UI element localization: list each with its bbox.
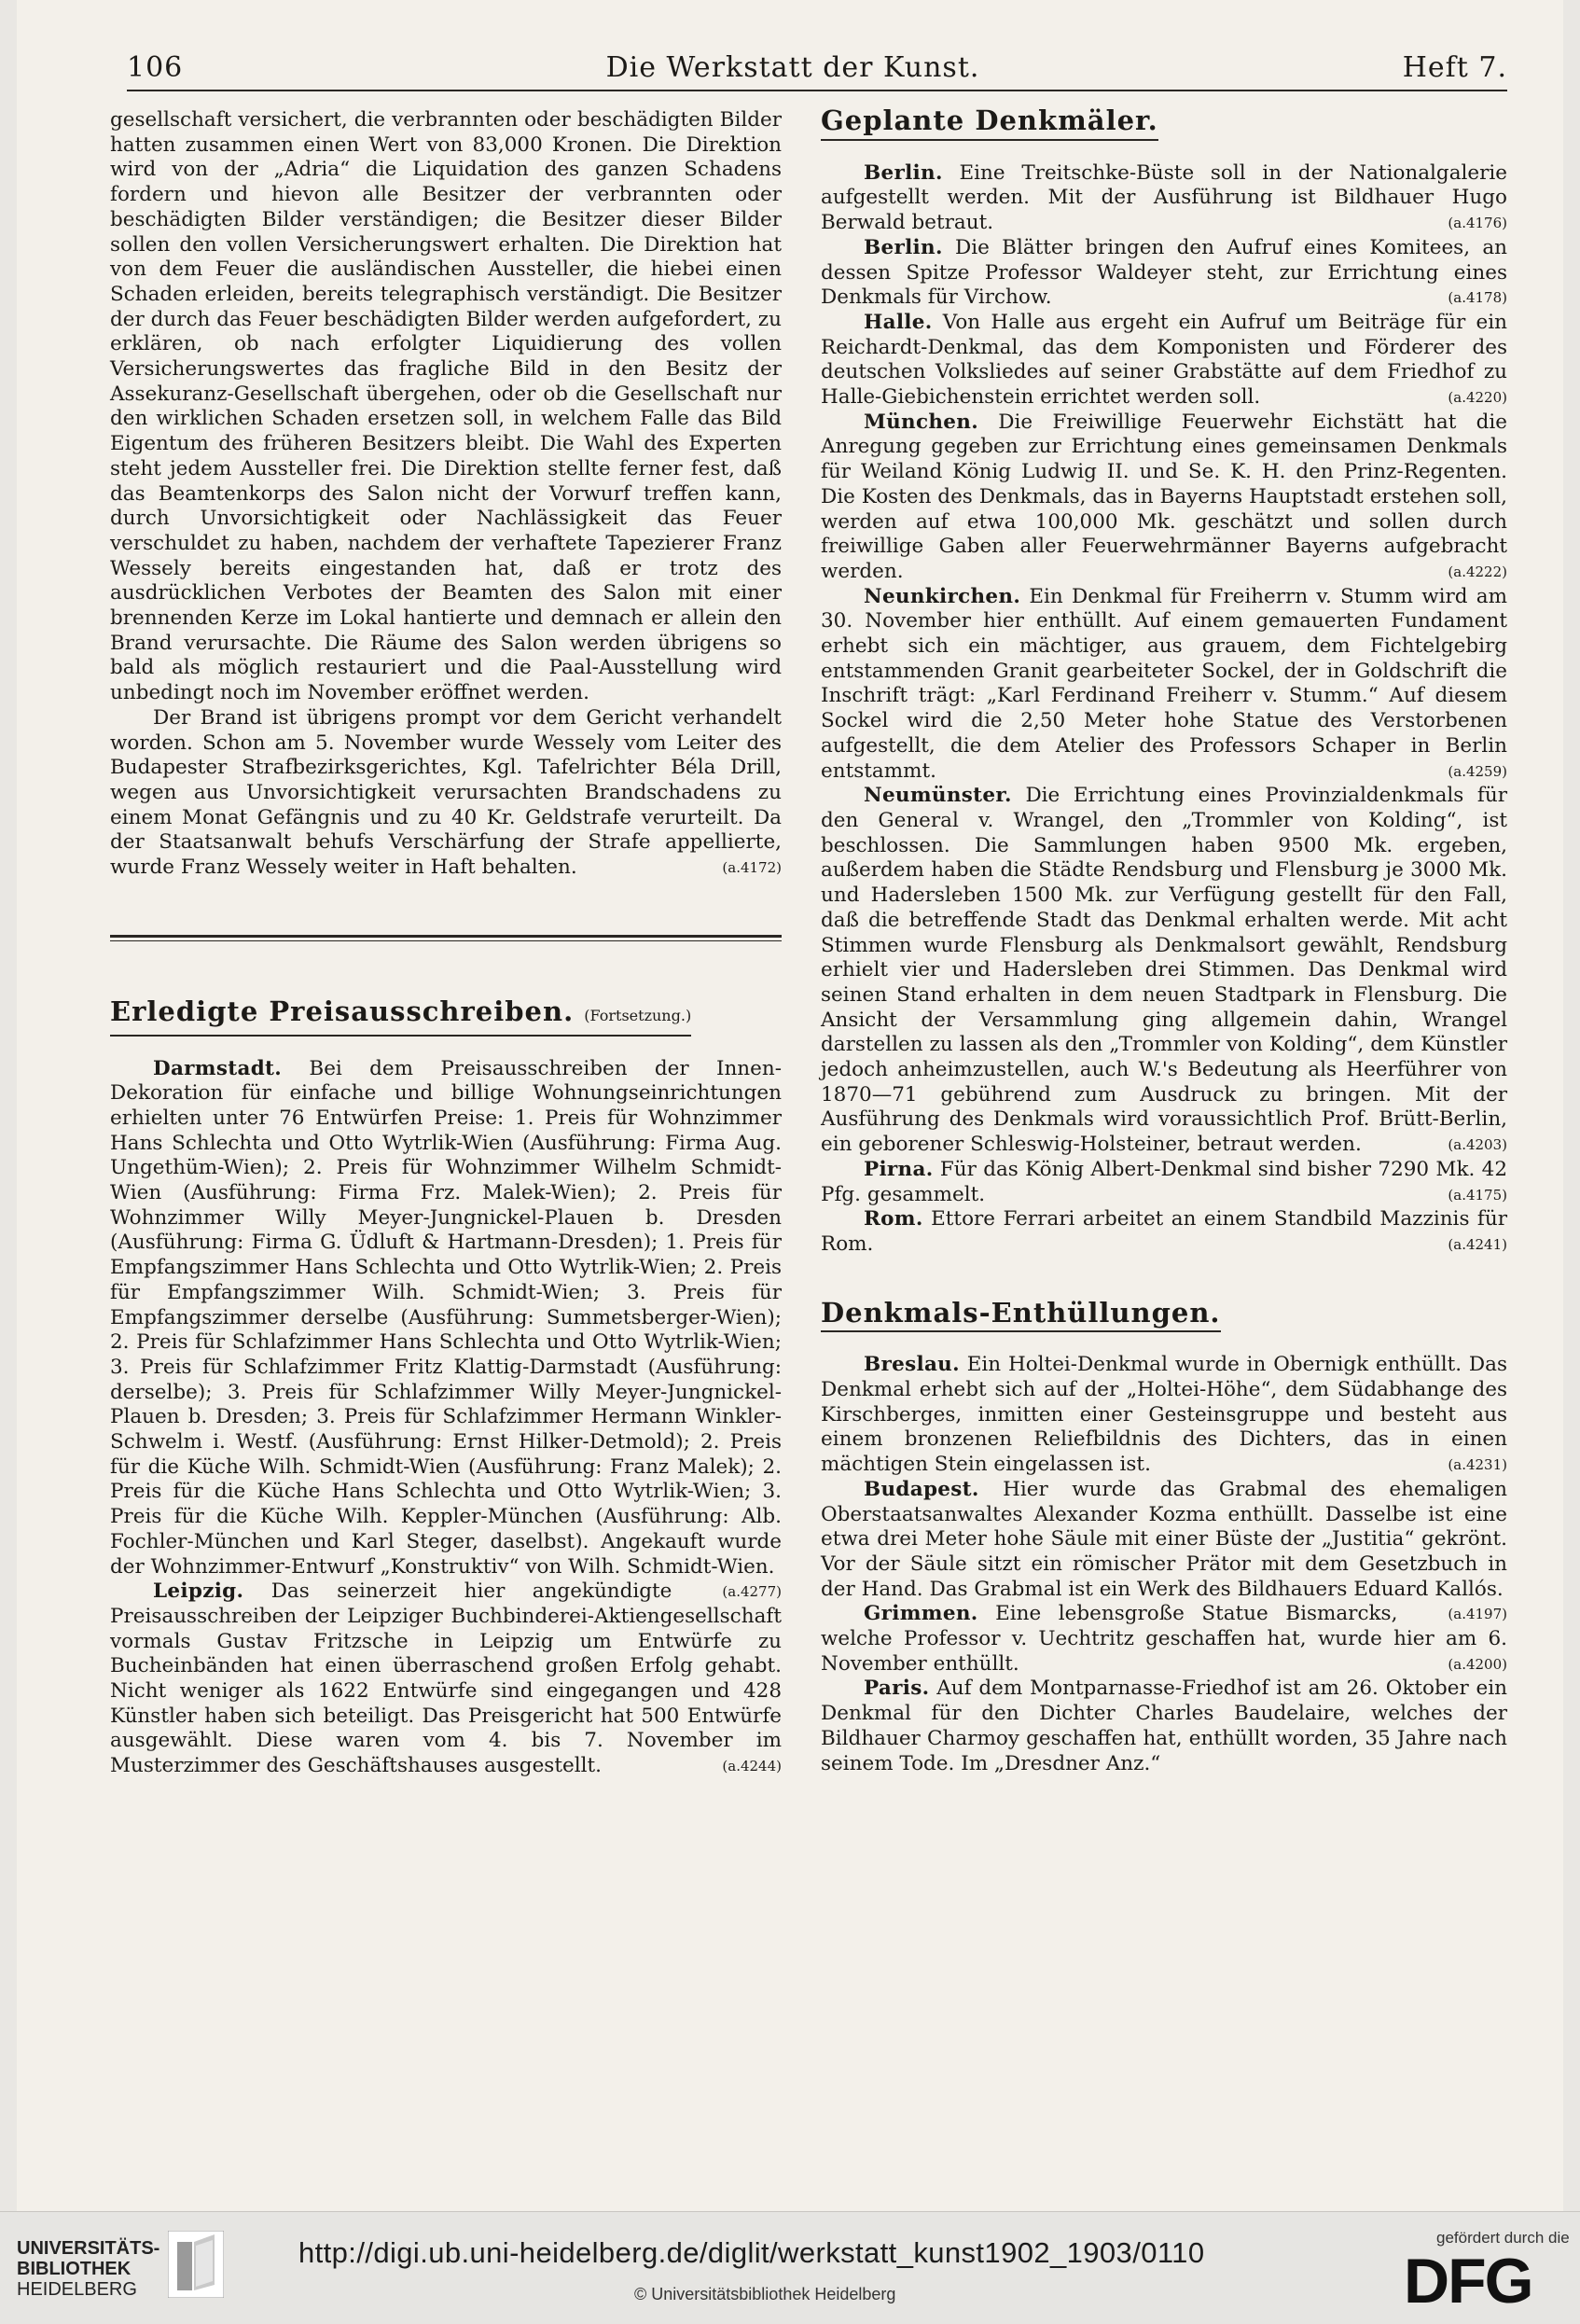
entry-city: Budapest.	[864, 1477, 979, 1501]
entry-city: Halle.	[864, 310, 933, 334]
reference-code: (a.4231)	[1448, 1456, 1507, 1474]
right-column	[821, 104, 1507, 1776]
entry	[821, 1677, 1507, 1776]
spacer	[821, 1258, 1507, 1301]
entry	[821, 585, 1507, 785]
copyright-notice: © Universitätsbibliothek Heidelberg	[634, 2285, 896, 2303]
section-note: (Fortsetzung.)	[584, 1006, 692, 1024]
entry-text: Das seinerzeit hier angekündigte Preisausschreiben der Leipziger Buchbinderei-Aktiengesellschaft vormals Gustav Fritzsche in Leipzig um Entwürfe zu Bucheinbänden hat einen überraschend großen Erfolg gehabt. Nicht weniger als 1622 Entwürfe sind eingegangen und 428 Künstler haben sich beteiligt. Das Preisgericht hat 500 Entwürfe ausgewählt. Diese waren vom 4. bis 7. November im Musterzimmer des Geschäftshauses ausgestellt.	[110, 1579, 782, 1778]
reference-code: (a.4175)	[1448, 1186, 1507, 1204]
entry-text: Ettore Ferrari arbeitet an einem Standbild Mazzinis für Rom.	[821, 1207, 1507, 1256]
entry-text: Eine Treitschke-Büste soll in der Nationalgalerie aufgestellt werden. Mit der Ausführung ist Bildhauer Hugo Berwald betraut.	[821, 160, 1507, 235]
entries-unveilings	[821, 1353, 1507, 1776]
entry	[821, 784, 1507, 1158]
library-name[interactable]: UNIVERSITÄTS- BIBLIOTHEK HEIDELBERG	[17, 2238, 160, 2300]
entry-city: Breslau.	[864, 1353, 960, 1377]
left-column	[110, 108, 782, 1779]
entry-text: Für das König Albert-Denkmal sind bisher 7290 Mk. 42 Pfg. gesammelt.	[821, 1157, 1507, 1206]
dfg-logo[interactable]: DFG	[1404, 2246, 1532, 2317]
entry-text: Von Halle aus ergeht ein Aufruf um Beiträge für ein Reichardt-Denkmal, das dem Komponisten und Förderer des deutschen Volksliedes auf seiner Grabstätte auf dem Friedhof zu Halle-Giebichenstein errichtet werden soll.	[821, 310, 1507, 410]
entry-city: München.	[864, 410, 978, 434]
reference-code: (a.4176)	[1448, 215, 1507, 232]
entry	[821, 311, 1507, 411]
reference-code: (a.4203)	[1448, 1136, 1507, 1154]
entry-text: Bei dem Preisausschreiben der Innen-Dekoration für einfache und billige Wohnungseinrichtungen erhielten unter 76 Entwürfen Preise: 1. Preis für Wohnzimmer Hans Schlechta und Otto Wytrlik-Wien (Ausführung: Firma Aug. Ungethüm-Wien); 2. Preis für Wohnzimmer Wilhelm Schmidt-Wien (Ausführung: Firma Frz. Malek-Wien); 2. Preis für Wohnzimmer Willy Meyer-Jungnickel-Plauen b. Dresden (Ausführung: Firma G. Üdluft & Hartmann-Dresden); 1. Preis für Empfangszimmer Hans Schlechta und Otto Wytrlik-Wien; 2. Preis für Empfangszimmer Wilh. Schmidt-Wien; 3. Preis für Empfangszimmer derselbe (Ausführung: Summetsberger-Wien); 2. Preis für Schlafzimmer Hans Schlechta und Otto Wytrlik-Wien; 3. Preis für Schlafzimmer Fritz Klattig-Darmstadt (Ausführung: derselbe); 3. Preis für Schlafzimmer Willy Meyer-Jungnickel-Plauen b. Dresden; 3. Preis für Schlafzimmer Hermann Winkler-Schwelm i. Westf. (Ausführung: Ernst Hilker-Detmold); 2. Preis für die Küche Wilh. Schmidt-Wien (Ausführung: Franz Malek); 2. Preis für die Küche Hans Schlechta und Otto Wytrlik-Wien; 3. Preis für die Küche Wilh. Keppler-München (Ausführung: Alb. Fochler-München und Karl Steger, daselbst). Angekauft wurde der Wohnzimmer-Entwurf „Konstruktiv“ von Wilh. Schmidt-Wien.	[110, 1056, 782, 1579]
library-logo-icon[interactable]	[168, 2231, 224, 2298]
funding-label: gefördert durch die	[1436, 2229, 1570, 2247]
entry-text: Die Blätter bringen den Aufruf eines Komitees, an dessen Spitze Professor Waldeyer steht, zur Errichtung eines Denkmals für Virchow.	[821, 235, 1507, 310]
entry-text: Ein Holtei-Denkmal wurde in Obernigk enthüllt. Das Denkmal erhebt sich auf der „Holtei-Höhe“, dem Südabhange des Kirschberges, inmitten einer Gesteinsgruppe und besteht aus einem bronzenen Reliefbildnis des Dichters, das in einen mächtigen Stein eingelassen ist.	[821, 1353, 1507, 1477]
section-title-preisausschreiben: Erledigte Preisausschreiben. (Fortsetzung.)	[110, 999, 691, 1037]
reference-code: (a.4222)	[1448, 563, 1507, 580]
entry-city: Neumünster.	[864, 784, 1012, 808]
entry-city: Pirna.	[864, 1157, 934, 1181]
journal-title: Die Werkstatt der Kunst.	[605, 51, 980, 84]
entry	[821, 1207, 1507, 1257]
entry	[821, 1353, 1507, 1478]
page-number: 106	[127, 51, 184, 84]
entry	[821, 236, 1507, 311]
running-header	[127, 35, 1507, 91]
section-divider	[110, 935, 782, 941]
entry-text: Auf dem Montparnasse-Friedhof ist am 26. Oktober ein Denkmal für den Dichter Charles Baudelaire, welches der Bildhauer Charmoy geschaffen hat, enthüllt worden, 35 Jahre nach seinem Tode. Im „Dresdner Anz.“	[821, 1677, 1507, 1775]
reference-code: (a.4277)	[722, 1583, 782, 1601]
digitization-footer	[0, 2211, 1580, 2324]
paragraph-court	[110, 706, 782, 881]
entry-text: Ein Denkmal für Freiherrn v. Stumm wird am 30. November hier enthüllt. Auf einem gemauerten Fundament erhebt sich ein mächtiger, aus grauem, dem Fichtelgebirg entstammenden Granit gearbeiteter Sockel, der in Goldschrift die Inschrift trägt: „Karl Ferdinand Freiherr v. Stumm.“ Auf diesem Sockel wird die 2,50 Meter hohe Statue des Verstorbenen aufgestellt, die dem Atelier des Professors Schaper in Berlin entstammt.	[821, 584, 1507, 783]
entry-city: Rom.	[864, 1207, 923, 1232]
paragraph-text: Der Brand ist übrigens prompt vor dem Gericht verhandelt worden. Schon am 5. November wurde Wessely vom Leiter des Budapester Strafbezirksgerichtes, Kgl. Tafelrichter Béla Drill, wegen aus Unvorsichtigkeit verursachten Brandschadens zu einem Monat Gefängnis und zu 40 Kr. Geldstrafe verurteilt. Da der Staatsanwalt behufs Verschärfung der Strafe appellierte, wurde Franz Wessely weiter in Haft behalten.	[110, 705, 782, 880]
reference-code: (a.4178)	[1448, 289, 1507, 307]
entry-text: Die Freiwillige Feuerwehr Eichstätt hat die Anregung gegeben zur Errichtung eines gemeinsamen Denkmals für Weiland König Ludwig II. und Se. K. H. den Prinz-Regenten. Die Kosten des Denkmals, das in Bayerns Hauptstadt erstehen soll, werden auf etwa 100,000 Mk. geschätzt und sollen durch freiwillige Gaben aller Feuerwehrmänner Bayerns aufgebracht werden.	[821, 410, 1507, 583]
reference-code: (a.4172)	[722, 859, 782, 877]
entry-city: Berlin.	[864, 235, 943, 259]
entry-city: Darmstadt.	[153, 1056, 283, 1080]
section-title-enthuellungen: Denkmals-Enthüllungen.	[821, 1301, 1221, 1333]
entry-city: Berlin.	[864, 160, 943, 185]
reference-code: (a.4220)	[1448, 389, 1507, 407]
entry-leipzig	[110, 1579, 782, 1779]
entry	[821, 161, 1507, 236]
paragraph-fire-insurance: gesellschaft versichert, die verbrannten oder beschädigten Bilder hatten zusammen einen Wert von 83,000 Kronen. Die Direktion wird von der „Adria“ die Liquidation des ganzen Schadens fordern und hievon alle Besitzer der verbrannten oder beschädigten Bilder verständigen; die Besitzer dieser Bilder sollen den vollen Versicherungswert erhalten. Die Direktion hat von dem Feuer die ausländischen Aussteller, die hiebei einen Schaden erleiden, bereits telegraphisch verständigt. Die Besitzer der durch das Feuer beschädigten Bilder werden aufgefordert, zu erklären, ob nach erfolgter Liquidierung des vollen Versicherungswertes das fragliche Bild in den Besitz der Assekuranz-Gesellschaft übergehen, oder ob die Gesellschaft nur den wirklichen Schaden ersetzen soll, in welchem Falle das Bild Eigentum des früheren Besitzers bleibt. Die Wahl des Experten steht jedem Aussteller frei. Die Direktion stellte ferner fest, daß das Beamtenkorps des Salon nicht der Vorwurf treffen kann, durch Unvorsichtigkeit oder Nachlässigkeit das Feuer verschuldet zu haben, nachdem der verhaftete Tapezierer Franz Wessely bereits eingestanden hat, daß er trotz des ausdrücklichen Verbotes der Beamten des Salon mit einer brennenden Kerze im Lokal hantierte und demnach er allein den Brand verursachte. Die Räume des Salon werden übrigens so bald als möglich restauriert und die Paal-Ausstellung wird unbedingt noch im November eröffnet werden.	[110, 108, 782, 705]
entry-text: Hier wurde das Grabmal des ehemaligen Oberstaatsanwaltes Alexander Kozma enthüllt. Dasselbe ist eine etwa drei Meter hohe Säule mit einer Büste der „Justitia“ gekrönt. Vor der Säule sitzt ein römischer Prätor mit dem Gesetzbuch in der Hand. Das Grabmal ist ein Werk des Bildhauers Eduard Kallós.	[821, 1477, 1507, 1601]
entry-city: Leipzig.	[153, 1579, 244, 1604]
entry	[821, 1158, 1507, 1207]
permalink-url[interactable]: http://digi.ub.uni-heidelberg.de/diglit/werkstatt_kunst1902_1903/0110	[298, 2236, 1205, 2269]
reference-code: (a.4244)	[722, 1758, 782, 1775]
reference-code: (a.4241)	[1448, 1235, 1507, 1253]
reference-code: (a.4200)	[1448, 1655, 1507, 1673]
reference-code: (a.4259)	[1448, 762, 1507, 780]
entry-city: Neunkirchen.	[864, 584, 1021, 608]
entry-text: Die Errichtung eines Provinzialdenkmals für den General v. Wrangel, den „Trommler von Kolding“, ist beschlossen. Die Sammlungen haben 9500 Mk. ergeben, außerdem haben die Städte Rendsburg und Flensburg je 3000 Mk. und Hadersleben 1500 Mk. zur Verfügung gestellt für den Fall, daß die betreffende Stadt das Denkmal erhalten werde. Mit acht Stimmen wurde Flensburg als Denkmalsort gewählt, Rendsburg erhielt vier und Hadersleben drei Stimmen. Das Denkmal wird seinen Stand erhalten in dem neuen Stadtpark in Flensburg. Die Ansicht der Versammlung ging allgemein dahin, Wrangel darstellen zu lassen als den „Trommler von Kolding“, dem Künstler jedoch anheimzustellen, auch W.'s Bedeutung als Heerführer von 1870—71 gebührend zum Ausdruck zu bringen. Mit der Ausführung des Denkmals wird voraussichtlich Prof. Brütt-Berlin, ein geborener Schleswig-Holsteiner, betraut werden.	[821, 784, 1507, 1157]
section-title-denkmaeler: Geplante Denkmäler.	[821, 108, 1158, 141]
issue-number: Heft 7.	[1402, 51, 1507, 84]
entry-city: Paris.	[864, 1677, 930, 1701]
entry	[821, 411, 1507, 585]
entry-text: Eine lebensgroße Statue Bismarcks, welche Professor v. Uechtritz geschaffen hat, wurde hier am 6. November enthüllt.	[821, 1602, 1507, 1676]
entries-planned	[821, 161, 1507, 1258]
reference-code: (a.4197)	[1448, 1606, 1507, 1623]
entry-city: Grimmen.	[864, 1602, 978, 1626]
